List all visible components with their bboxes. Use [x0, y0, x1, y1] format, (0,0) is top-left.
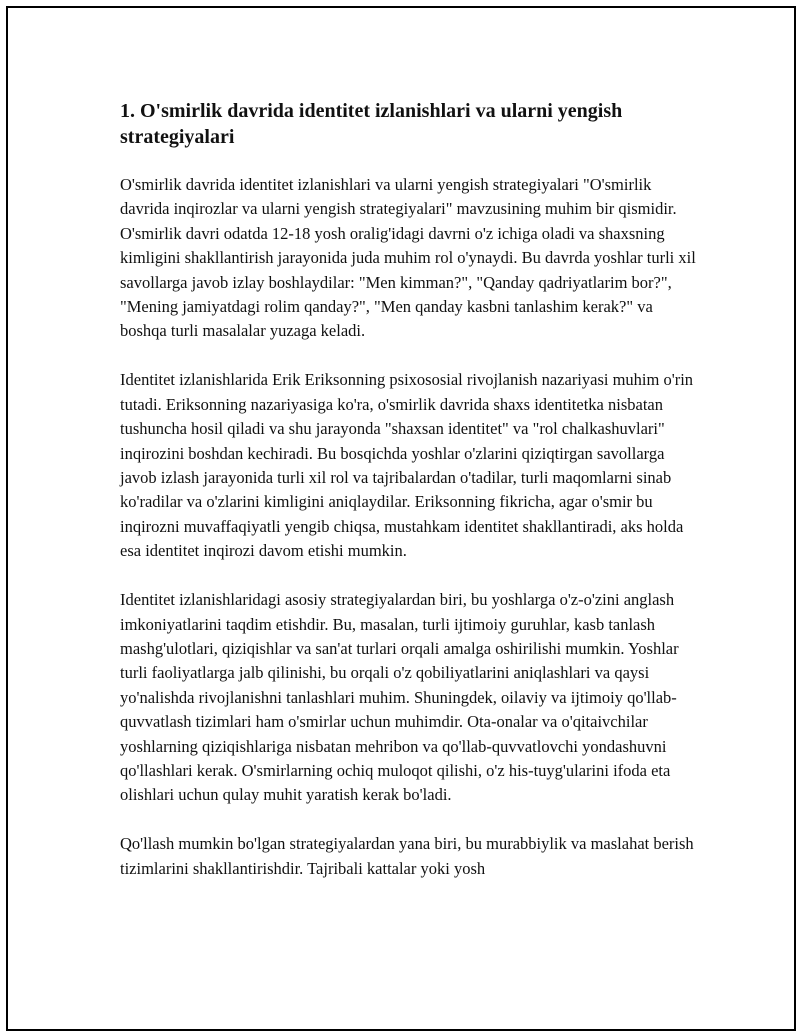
paragraph-2: Identitet izlanishlarida Erik Eriksonning psixososial rivojlanish nazariyasi muhim o'rin tutadi. Eriksonning nazariyasiga ko'ra, o'smirlik davrida shaxs identitetka nisbatan tushuncha hosil qiladi va shu jarayonda "shaxsan identitet" va "rol chalkashuvlari" inqirozini boshdan kechiradi. Bu bosqichda yoshlar o'zlarini qiziqtirgan savollarga javob izlash jarayonida turli xil rol va tajribalardan o'tadilar, turli maqomlarni sinab ko'radilar va o'zlarini kimligini aniqlaydilar. Eriksonning fikricha, agar o'smir bu inqirozni muvaffaqiyatli yengib chiqsa, mustahkam identitet shakllantiradi, aks holda esa identitet inqirozi davom etishi mumkin. [120, 370, 694, 561]
paragraph-3: Identitet izlanishlaridagi asosiy strategiyalardan biri, bu yoshlarga o'z-o'zini anglash imkoniyatlarini taqdim etishdir. Bu, masalan, turli ijtimoiy guruhlar, kasb tanlash mashg'ulotlari, qiziqishlar va san'at turlari orqali amalga oshirilishi mumkin. Yoshlar turli faoliyatlarga jalb qilinishi, bu orqali o'z qobiliyatlarini aniqlashlari va qaysi yo'nalishda rivojlanishni tanlashlari muhim. Shuningdek, oilaviy va ijtimoiy qo'llab-quvvatlash tizimlari ham o'smirlar uchun muhimdir. Ota-onalar va o'qitaivchilar yoshlarning qiziqishlariga nisbatan mehribon va qo'llab-quvvatlovchi yondashuvni qo'llashlari kerak. O'smirlarning ochiq muloqot qilishi, o'z his-tuyg'ularini ifoda eta olishlari uchun qulay muhit yaratish kerak bo'ladi. [120, 590, 679, 805]
document-body [120, 98, 700, 906]
section-heading: 1. O'smirlik davrida identitet izlanishlari va ularni yengish strategiyalari [120, 100, 623, 148]
page-frame [6, 6, 796, 1031]
paragraph-1: O'smirlik davrida identitet izlanishlari va ularni yengish strategiyalari "O'smirlik davrida inqirozlar va ularni yengish strategiyalari" mavzusining muhim bir qismidir. O'smirlik davri odatda 12-18 yosh oralig'idagi davrni o'z ichiga oladi va shaxsning kimligini shakllantirish jarayonida juda muhim rol o'ynaydi. Bu davrda yoshlar turli xil savollarga javob izlay boshlaydilar: "Men kimman?", "Qanday qadriyatlarim bor?", "Mening jamiyatdagi rolim qanday?", "Men qanday kasbni tanlashim kerak?" va boshqa turli masalalar yuzaga keladi. [120, 175, 696, 341]
paragraph-4: Qo'llash mumkin bo'lgan strategiyalardan yana biri, bu murabbiylik va maslahat berish tizimlarini shakllantirishdir. Tajribali kattalar yoki yosh [120, 834, 694, 878]
